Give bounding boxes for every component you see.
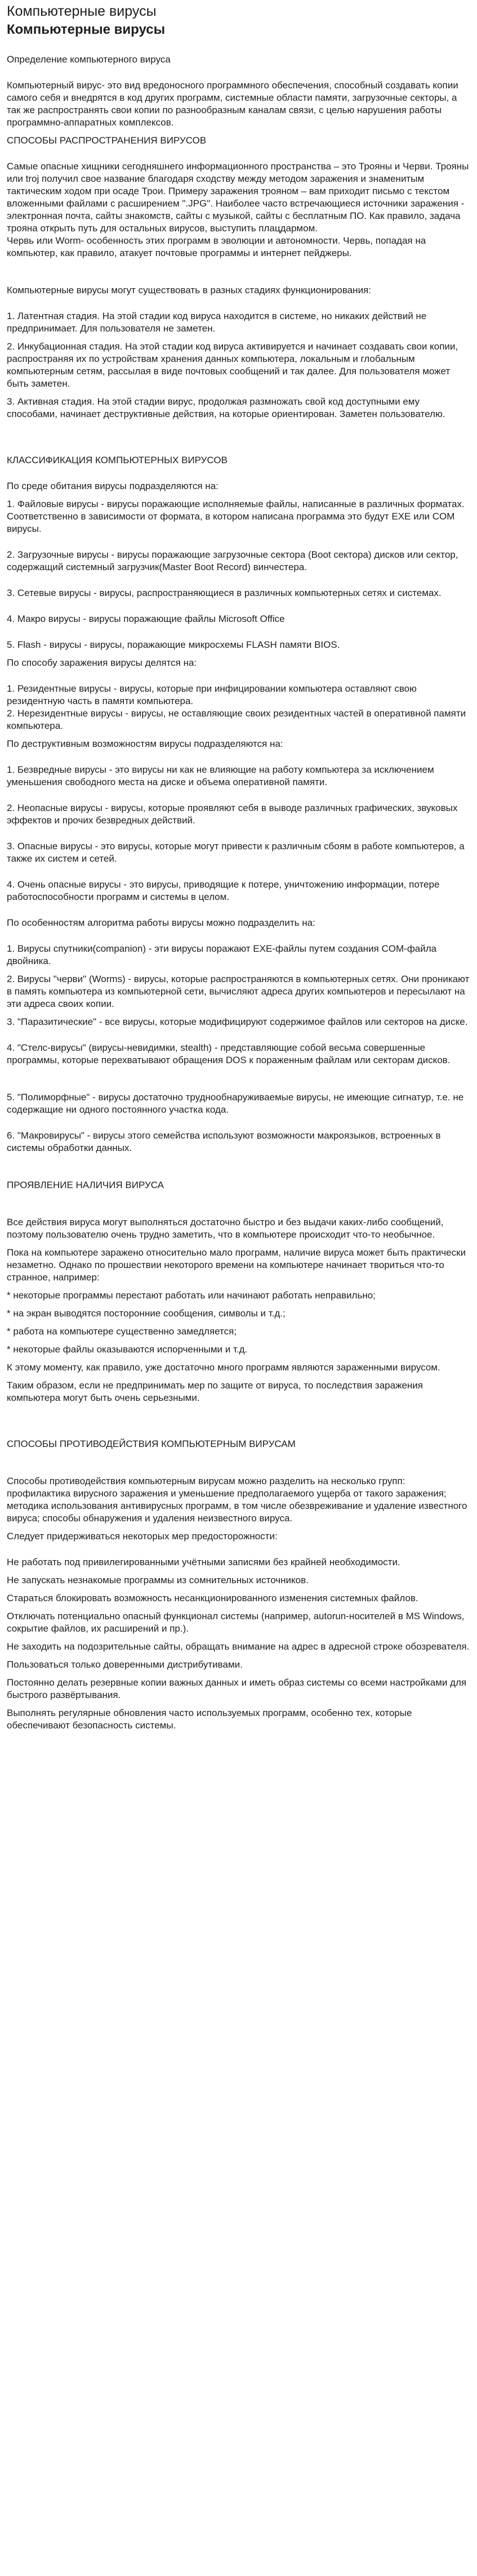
presence-paragraph: * некоторые программы перестают работать или начинают работать неправильно; (7, 1290, 376, 1301)
stage-item: 3. Активная стадия. На этой стадии вирус, продолжая размножать свой код доступными ему способами, начинает деструктивные действия, на которые ориентирован. Заметен пользователю. (7, 396, 445, 419)
counter-paragraph: Не запускать незнакомые программы из сомнительных источников. (7, 1575, 309, 1585)
algorithm-item: 2. Вирусы "черви" (Worms) - вирусы, которые распространяются в компьютерных сетях. Они проникают в память компьютера из компьютерной сети, вычисляют адреса других компьютеров и пересылают на эти адреса своих копии. (7, 974, 470, 1009)
algorithm-item: 4. "Стелс-вирусы" (вирусы-невидимки, stealth) - представляющие собой весьма совершенные программы, которые перехватывают обращения DOS к пораженным файлам или секторам дисков. (7, 1042, 451, 1065)
counter-heading: СПОСОБЫ ПРОТИВОДЕЙСТВИЯ КОМПЬЮТЕРНЫМ ВИРУСАМ (7, 1439, 296, 1449)
presence-paragraph: Пока на компьютере заражено относительно мало программ, наличие вируса может быть практически незаметно. Однако по прошествии некоторого времени на компьютере начинает твориться что-то странное, например: (7, 1247, 466, 1283)
classification-heading: КЛАССИФИКАЦИЯ КОМПЬЮТЕРНЫХ ВИРУСОВ (7, 455, 228, 465)
algorithm-intro: По особенностям алгоритма работы вирусы можно подразделить на: (7, 917, 315, 928)
habitat-item: 4. Макро вирусы - вирусы поражающие файлы Microsoft Office (7, 613, 285, 624)
algorithm-item: 3. "Паразитические" - все вирусы, которые модифицируют содержимое файлов или секторов на диске. (7, 1016, 468, 1027)
habitat-item: 5. Flash - вирусы - вирусы, поражающие микросхемы FLASH памяти BIOS. (7, 639, 340, 650)
counter-paragraph: Отключать потенциально опасный функционал системы (например, autorun-носителей в MS Windows, сокрытие файлов, их расширений и пр.). (7, 1611, 465, 1634)
definition-heading: Определение компьютерного вируса (7, 54, 171, 65)
counter-paragraph: Постоянно делать резервные копии важных данных и иметь образ системы со всеми настройками для быстрого развёртывания. (7, 1677, 467, 1700)
counter-paragraph: Стараться блокировать возможность несанкционированного изменения системных файлов. (7, 1593, 418, 1603)
presence-paragraph: * на экран выводятся посторонние сообщения, символы и т.д.; (7, 1308, 286, 1319)
spread-paragraph-trojans: Самые опасные хищники сегодняшнего информационного пространства – это Трояны и Черви. Трояны или troj получил свое название благодаря сходству между методом заражения и знаменитым тактическим ходом при осаде Трои. Примеру заражения трояном – вам приходит письмо с текстом вложенными файлами с расширением ".JPG". Наиболее часто встречающиеся источники заражения - электронная почта, сайты знакомств, сайты с музыкой, сайты с бесплатным ПО. Как правило, задача трояна открыть путь для остальных вирусов, выступить плацдармом. (7, 161, 469, 234)
infection-item: 2. Нерезидентные вирусы - вирусы, не оставляющие своих резидентных частей в оперативной памяти компьютера. (7, 708, 466, 731)
counter-paragraph: Способы противодействия компьютерным вирусам можно разделить на несколько групп: профилактика вирусного заражения и уменьшение предполагаемого ущерба от такого заражения; методика использования антивирусных программ, в том числе обезвреживание и удаление известного вируса; способы обнаружения и удаления неизвестного вируса. (7, 1476, 467, 1524)
destructive-item: 3. Опасные вирусы - это вирусы, которые могут привести к различным сбоям в работе компьютеров, а также их систем и сетей. (7, 841, 465, 864)
algorithm-item: 6. "Макровирусы" - вирусы этого семейства используют возможности макроязыков, встроенных в системы обработки данных. (7, 1130, 441, 1153)
destructive-item: 4. Очень опасные вирусы - это вирусы, приводящие к потере, уничтожению информации, потере работоспособности программ и системы в целом. (7, 879, 440, 902)
habitat-intro: По среде обитания вирусы подразделяются на: (7, 481, 219, 491)
habitat-item: 3. Сетевые вирусы - вирусы, распространяющиеся в различных компьютерных сетях и системах. (7, 588, 442, 598)
article-title: Компьютерные вирусы (7, 22, 166, 37)
page-title: Компьютерные вирусы (7, 3, 157, 19)
destructive-intro: По деструктивным возможностям вирусы подразделяются на: (7, 738, 283, 749)
stage-item: 2. Инкубационная стадия. На этой стадии код вируса активируется и начинает создавать свои копии, распространяя их по устройствам хранения данных компьютера, локальным и глобальным компьютерным сетям, рассылая в виде почтовых сообщений и так далее. Для пользователя может быть заметен. (7, 341, 458, 389)
counter-paragraph: Следует придерживаться некоторых мер предосторожности: (7, 1531, 278, 1542)
presence-paragraph: К этому моменту, как правило, уже достаточно много программ являются зараженными вирусом. (7, 1362, 440, 1373)
counter-paragraph: Не работать под привилегированными учётными записями без крайней необходимости. (7, 1557, 400, 1567)
stage-item: 1. Латентная стадия. На этой стадии код вируса находится в системе, но никаких действий не предпринимает. Для пользователя не заметен. (7, 311, 427, 334)
spread-heading: СПОСОБЫ РАСПРОСТРАНЕНИЯ ВИРУСОВ (7, 135, 207, 146)
presence-heading: ПРОЯВЛЕНИЕ НАЛИЧИЯ ВИРУСА (7, 1180, 164, 1190)
spread-paragraph-worms: Червь или Worm- особенность этих программ в эволюции и автономности. Червь, попадая на компьютер, как правило, атакует почтовые программы и интернет пейджеры. (7, 235, 426, 258)
counter-paragraph: Выполнять регулярные обновления часто используемых программ, особенно тех, которые обеспечивают безопасность системы. (7, 1708, 412, 1731)
infection-item: 1. Резидентные вирусы - вирусы, которые при инфицировании компьютера оставляют свою резидентную часть в памяти компьютера. (7, 683, 417, 706)
counter-paragraph: Не заходить на подозрительные сайты, обращать внимание на адрес в адресной строке обозревателя. (7, 1641, 470, 1652)
stages-intro: Компьютерные вирусы могут существовать в разных стадиях функционирования: (7, 285, 371, 295)
algorithm-item: 5. "Полиморфные" - вирусы достаточно труднообнаруживаемые вирусы, не имеющие сигнатур, т.е. не содержащие ни одного постоянного участка кода. (7, 1092, 464, 1115)
presence-paragraph: * работа на компьютере существенно замедляется; (7, 1326, 237, 1337)
presence-paragraph: Все действия вируса могут выполняться достаточно быстро и без выдачи каких-либо сообщений, поэтому пользователю очень трудно заметить, что в компьютере происходит что-то необычное. (7, 1217, 444, 1240)
definition-paragraph: Компьютерный вирус- это вид вредоносного программного обеспечения, способный создавать копии самого себя и внедрятся в код других программ, системные области памяти, загрузочные секторы, а так же распространять свои копии по разнообразным каналам связи, с целью нарушения работы программно-аппаратных комплексов. (7, 80, 458, 128)
counter-paragraph: Пользоваться только доверенными дистрибутивами. (7, 1659, 243, 1670)
article-body (7, 53, 470, 1732)
algorithm-item: 1. Вирусы спутники(companion) - эти вирусы поражают EXE-файлы путем создания COM-файла двойника. (7, 943, 437, 966)
habitat-item: 1. Файловые вирусы - вирусы поражающие исполняемые файлы, написанные в различных форматах. Соответственно в зависимости от формата, в котором написана программа это будут EXE или COM вирусы. (7, 499, 465, 534)
habitat-item: 2. Загрузочные вирусы - вирусы поражающие загрузочные сектора (Boot сектора) дисков или сектор, содержащий системный загрузчик(Master Boot Record) винчестера. (7, 549, 458, 572)
destructive-item: 1. Безвредные вирусы - это вирусы ни как не влияющие на работу компьютера за исключением уменьшения свободного места на диске и объема оперативной памяти. (7, 764, 434, 787)
presence-paragraph: Таким образом, если не предпринимать мер по защите от вируса, то последствия заражения компьютера могут быть очень серьезными. (7, 1380, 423, 1403)
destructive-item: 2. Неопасные вирусы - вирусы, которые проявляют себя в выводе различных графических, звуковых эффектов и прочих безвредных действий. (7, 803, 458, 826)
infection-intro: По способу заражения вирусы делятся на: (7, 657, 197, 668)
presence-paragraph: * некоторые файлы оказываются испорченными и т.д. (7, 1344, 248, 1355)
